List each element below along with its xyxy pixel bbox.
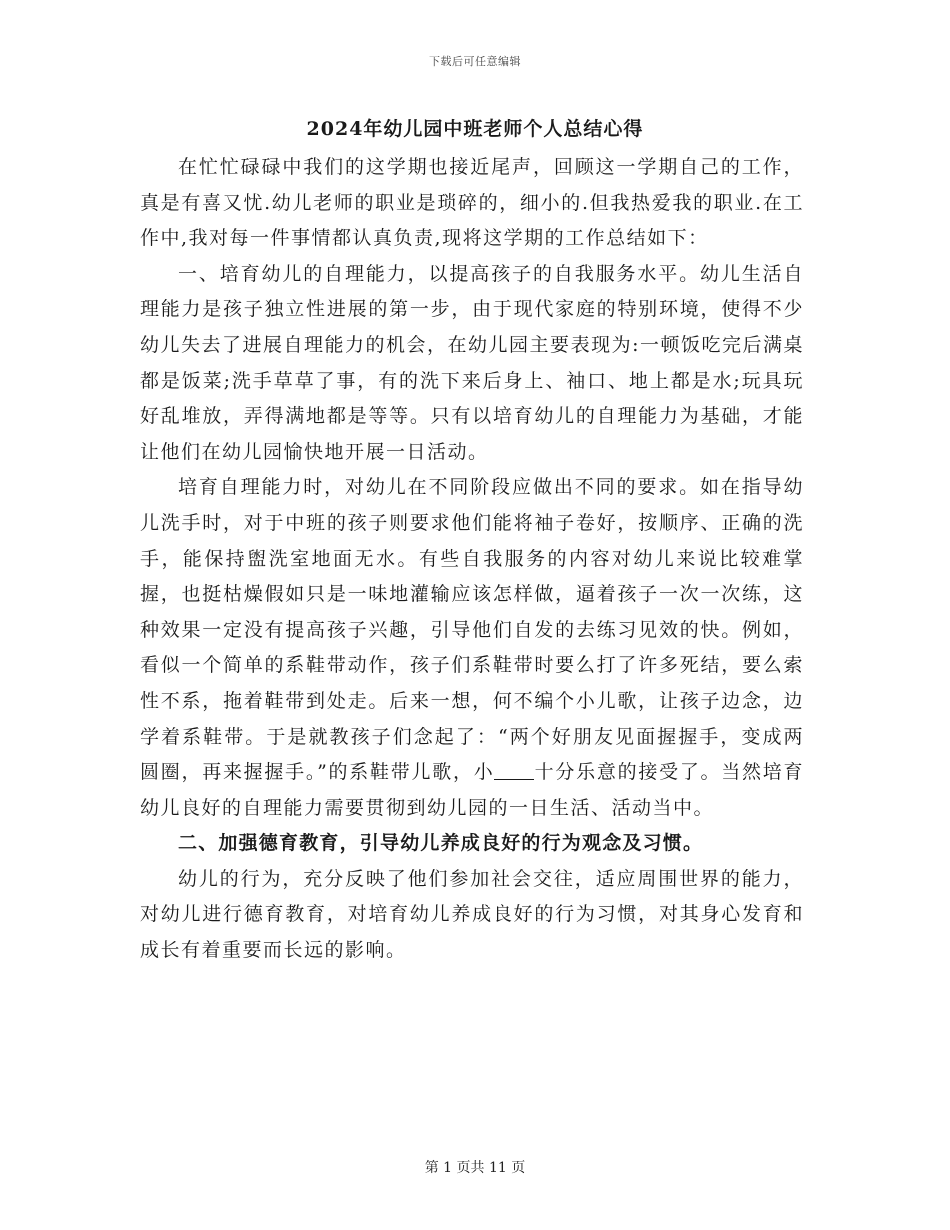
document-title: 2024年幼儿园中班老师个人总结心得 [306,118,644,140]
intro-paragraph: 在忙忙碌碌中我们的这学期也接近尾声，回顾这一学期自己的工作，真是有喜又忧.幼儿老师的职业是琐碎的，细小的.但我热爱我的职业.在工作中,我对每一件事情都认真负责,现将这学期的工作总结如下： [140,156,804,250]
document-body [140,150,804,969]
self-care-paragraph [140,470,804,826]
fill-in-blank [494,760,534,780]
section-two-heading: 二、加强德育教育，引导幼儿养成良好的行为观念及习惯。 [178,832,704,855]
self-care-text-after-blank: 十分乐意的接受了。当然培育幼儿良好的自理能力需要贯彻到幼儿园的一日生活、活动当中。 [140,761,804,819]
section-one-paragraph: 一、培育幼儿的自理能力，以提高孩子的自我服务水平。幼儿生活自理能力是孩子独立性进展的第一步，由于现代家庭的特别环境，使得不少幼儿失去了进展自理能力的机会，在幼儿园主要表现为:一顿饭吃完后满桌都是饭菜;洗手草草了事，有的洗下来后身上、袖口、地上都是水;玩具玩好乱堆放，弄得满地都是等等。只有以培育幼儿的自理能力为基础，才能让他们在幼儿园愉快地开展一日活动。 [140,262,804,463]
page-number-footer: 第 1 页共 11 页 [424,1160,526,1176]
self-care-text-before-blank: 培育自理能力时，对幼儿在不同阶段应做出不同的要求。如在指导幼儿洗手时，对于中班的孩子则要求他们能将袖子卷好，按顺序、正确的洗手，能保持盥洗室地面无水。有些自我服务的内容对幼儿来说比较难掌握，也挺枯燥假如只是一味地灌输应该怎样做，逼着孩子一次一次练，这种效果一定没有提高孩子兴趣，引导他们自发的去练习见效的快。例如，看似一个简单的系鞋带动作，孩子们系鞋带时要么打了许多死结，要么索性不系，拖着鞋带到处走。后来一想，何不编个小儿歌，让孩子边念，边学着系鞋带。于是就教孩子们念起了：“两个好朋友见面握握手，变成两圆圈，再来握握手。”的系鞋带儿歌，小 [140,476,804,784]
page-header-note: 下载后可任意编辑 [429,55,521,68]
moral-education-paragraph: 幼儿的行为，充分反映了他们参加社会交往，适应周围世界的能力，对幼儿进行德育教育，对培育幼儿养成良好的行为习惯，对其身心发育和成长有着重要而长远的影响。 [140,867,804,962]
